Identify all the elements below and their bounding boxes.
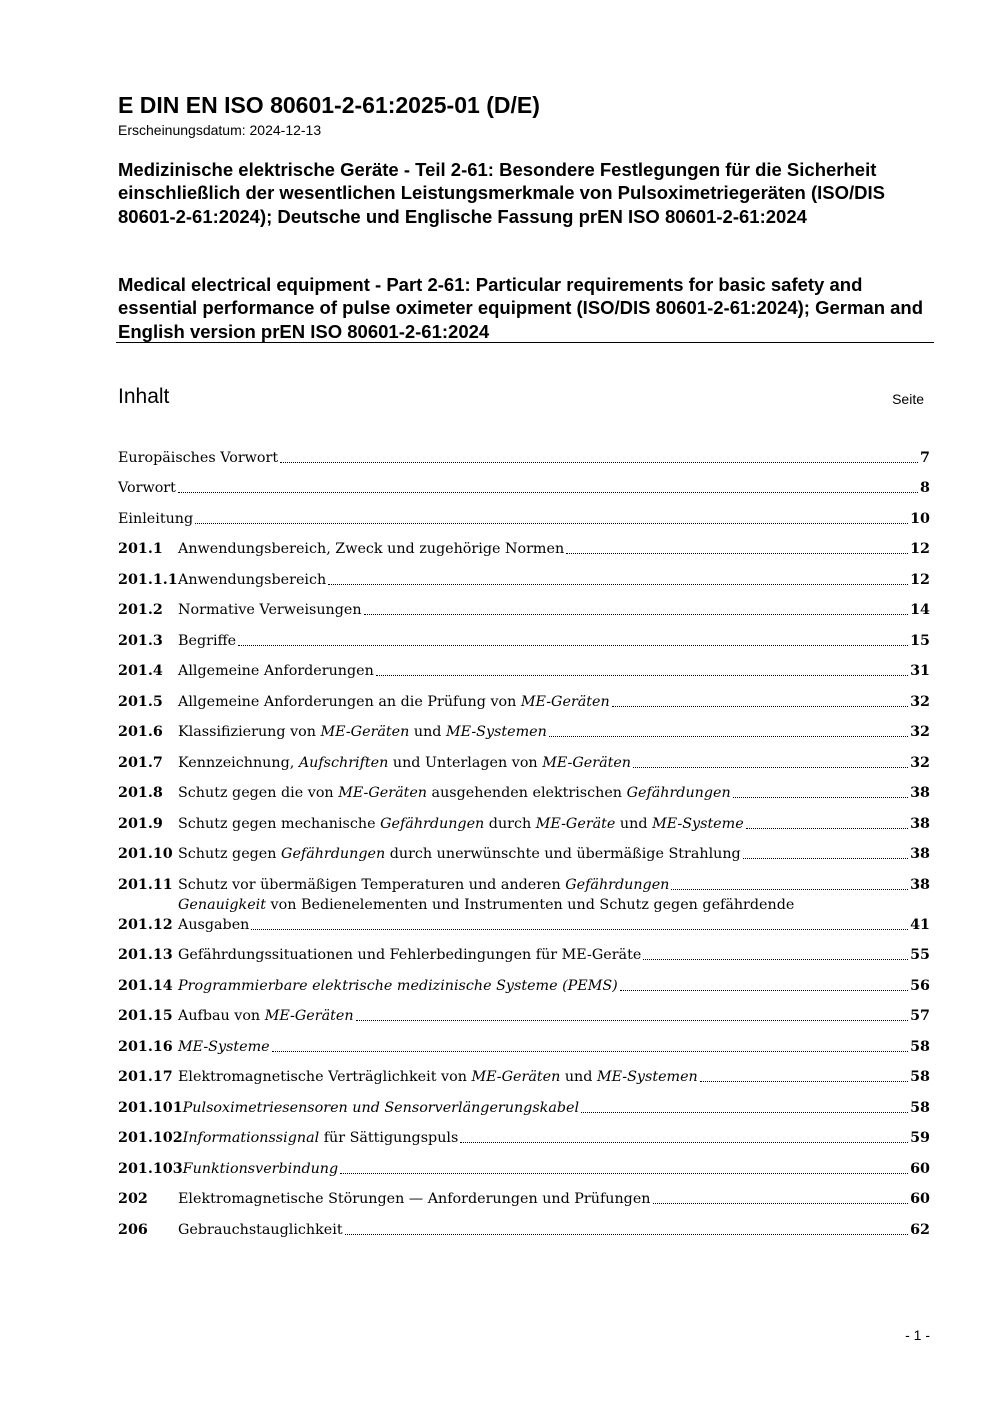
toc-entry-text-segment: Schutz gegen: [178, 846, 282, 862]
toc-entry-title: [183, 1098, 579, 1118]
toc-entry-page: 58: [910, 1099, 930, 1116]
toc-entry[interactable]: [118, 1118, 930, 1149]
toc-entry[interactable]: [118, 468, 930, 499]
toc-leader-dots: [633, 767, 908, 768]
toc-entry[interactable]: [118, 620, 930, 651]
toc-entry-title: [178, 814, 744, 834]
toc-entry[interactable]: [118, 834, 930, 865]
toc-entry-text-segment: ME-Systeme: [178, 1038, 270, 1055]
toc-entry-page: 60: [910, 1160, 930, 1177]
page-number: - 1 -: [905, 1327, 930, 1343]
toc-leader-dots: [581, 1112, 908, 1113]
toc-entry[interactable]: [118, 1179, 930, 1210]
toc-leader-dots: [746, 828, 908, 829]
toc-leader-dots: [356, 1020, 909, 1021]
toc-entry-text-segment: Gefährdungen: [281, 846, 386, 862]
toc-leader-dots: [376, 675, 908, 676]
toc-entry-title: [178, 539, 564, 559]
toc-entry-text-segment: Schutz gegen mechanische: [178, 815, 381, 832]
toc-leader-dots: [251, 929, 908, 930]
toc-entry-number: 206: [118, 1221, 148, 1238]
toc-entry-title: [178, 783, 731, 803]
toc-entry-page: 7: [920, 449, 930, 466]
toc-entry[interactable]: [118, 498, 930, 529]
toc-entry-page: 56: [910, 977, 930, 994]
toc-entry-text-segment: Schutz gegen die von: [178, 785, 339, 801]
toc-entry-number: 201.101: [118, 1099, 183, 1116]
toc-entry-number: 201.1.1: [118, 571, 178, 588]
toc-leader-dots: [620, 990, 908, 991]
toc-entry-page: 60: [910, 1191, 930, 1207]
toc-leader-dots: [671, 889, 908, 890]
toc-entry-number: 201.17: [118, 1069, 173, 1085]
toc-entry-text-segment: ME-Geräten: [471, 1069, 561, 1085]
toc-entry-number: 201.3: [118, 632, 163, 649]
toc-leader-dots: [549, 736, 908, 737]
toc-entry-number: 201.7: [118, 754, 163, 771]
toc-entry[interactable]: [118, 1209, 930, 1240]
title-german: Medizinische elektrische Geräte - Teil 2-61: Besondere Festlegungen für die Sicherheit einschließlich der wesentlichen Leistungsmerkmale von Pulsoximetriegeräten (ISO/DIS 80601-2-61:2024); Deutsche und Englische Fassung prEN ISO 80601-2-61:2024: [118, 159, 885, 227]
toc-entry[interactable]: [118, 651, 930, 682]
toc-entry-title: [178, 976, 618, 996]
toc-entry[interactable]: [118, 864, 930, 895]
toc-entry-page: 8: [920, 480, 930, 496]
toc-entry[interactable]: [118, 681, 930, 712]
toc-entry-title: [178, 1037, 270, 1057]
toc-entry-text-segment: ME-Geräten: [264, 1008, 354, 1024]
toc-entry-number: 202: [118, 1191, 148, 1207]
toc-entry-title: [118, 478, 176, 498]
toc-entry-text-segment: Gefährdungen: [380, 815, 485, 832]
toc-entry-text-segment: durch unerwünschte und übermäßige Strahlung: [385, 846, 741, 862]
toc-entry-page: 59: [910, 1130, 930, 1146]
toc-entry-text-segment: Gefährdungen: [626, 785, 731, 801]
toc-entry-text-segment: Begriffe: [178, 632, 237, 649]
toc-entry-page: 15: [910, 632, 930, 649]
toc-entry-number: 201.14: [118, 977, 173, 994]
toc-entry-number: 201.10: [118, 846, 173, 862]
toc-entry[interactable]: [118, 895, 930, 935]
toc-entry-text-segment: Vorwort: [118, 480, 176, 496]
toc-entry[interactable]: [118, 590, 930, 621]
toc-entry-text-segment: ME-Geräten: [542, 754, 632, 771]
toc-entry-text-segment: Gefährdungssituationen und Fehlerbedingungen für ME-Geräte: [178, 947, 642, 963]
toc-entry-text-segment: ME-Geräten: [520, 693, 610, 710]
toc-leader-dots: [280, 462, 918, 463]
toc-heading: Inhalt: [118, 385, 170, 408]
toc-entry-title: [178, 570, 326, 590]
toc-entry-title: [178, 600, 362, 620]
toc-entry-title: [178, 875, 669, 895]
toc-entry-text-segment: ME-Geräten: [338, 785, 428, 801]
toc-entry-number: 201.6: [118, 724, 163, 740]
toc-entry-title: [183, 1128, 459, 1148]
toc-entry[interactable]: [118, 529, 930, 560]
toc-entry-text-segment: Anwendungsbereich, Zweck und zugehörige Normen: [178, 541, 565, 557]
toc-entry-title: [178, 1006, 354, 1026]
toc-entry-text-segment: Allgemeine Anforderungen: [178, 663, 374, 679]
toc-entry-number: 201.102: [118, 1130, 183, 1146]
toc-entry-page: 38: [910, 846, 930, 862]
toc-leader-dots: [653, 1203, 909, 1204]
toc-page-column-label: Seite: [892, 391, 924, 407]
toc-entry-number: 201.9: [118, 815, 163, 832]
toc-entry-title: [178, 753, 631, 773]
toc-entry-title: [178, 1067, 698, 1087]
toc-entry-title: [118, 448, 278, 468]
toc-entry-number: 201.2: [118, 602, 163, 618]
toc-entry[interactable]: [118, 559, 930, 590]
toc-entry-text-segment: Normative Verweisungen: [178, 602, 362, 618]
toc-entry-number: 201.16: [118, 1038, 173, 1055]
toc-entry[interactable]: [118, 965, 930, 996]
toc-leader-dots: [195, 523, 908, 524]
toc-entry-number: 201.13: [118, 947, 173, 963]
toc-entry-page: 41: [910, 916, 930, 933]
toc-entry-text-segment: ME-Systemen: [596, 1069, 698, 1085]
toc-entry-text-segment: Pulsoximetriesensoren und Sensorverlängerungskabel: [182, 1099, 580, 1116]
toc-entry-title: [178, 844, 741, 864]
toc-entry-text-segment: Allgemeine Anforderungen an die Prüfung von: [178, 693, 521, 710]
toc-entry-page: 58: [910, 1038, 930, 1055]
toc-entry[interactable]: [118, 1087, 930, 1118]
toc-entry-text-continuation: Ausgaben: [178, 916, 250, 933]
toc-entry-page: 38: [910, 876, 930, 893]
toc-entry-number: 201.15: [118, 1008, 173, 1024]
toc-entry-text-segment: ME-Systeme: [652, 815, 744, 832]
toc-leader-dots: [700, 1081, 908, 1082]
toc-entry-page: 10: [910, 510, 930, 527]
toc-leader-dots: [345, 1234, 909, 1235]
toc-entry-text-segment: und: [615, 815, 653, 832]
toc-entry-text-segment: Aufbau von: [178, 1008, 265, 1024]
toc-entry-title: [178, 722, 547, 742]
toc-entry-page: 12: [910, 541, 930, 557]
toc-leader-dots: [566, 553, 908, 554]
toc-entry-title: [178, 631, 236, 651]
toc-entry[interactable]: [118, 996, 930, 1027]
toc-entry-text-segment: Aufschriften: [298, 754, 389, 771]
toc-leader-dots: [612, 706, 908, 707]
toc-entry-title: [178, 661, 374, 681]
toc-entry-number: 201.12: [118, 916, 173, 933]
toc-leader-dots: [328, 584, 908, 585]
toc-entry-text-segment: Funktionsverbindung: [182, 1160, 339, 1177]
toc-entry[interactable]: [118, 1026, 930, 1057]
toc-leader-dots: [643, 959, 908, 960]
toc-entry-page: 32: [910, 754, 930, 771]
toc-entry-text-segment: von Bedienelementen und Instrumenten und Schutz gegen gefährdende: [266, 896, 795, 913]
toc-entry[interactable]: [118, 712, 930, 743]
toc-leader-dots: [460, 1142, 908, 1143]
toc-leader-dots: [340, 1173, 908, 1174]
toc-entry-page: 32: [910, 724, 930, 740]
toc-leader-dots: [743, 858, 908, 859]
toc-entry-page: 57: [910, 1008, 930, 1024]
toc-entry-number: 201.5: [118, 693, 163, 710]
toc-entry-text-segment: Elektromagnetische Verträglichkeit von: [178, 1069, 472, 1085]
toc-entry-page: 38: [910, 785, 930, 801]
toc-entry-text-segment: Informationssignal: [182, 1130, 320, 1146]
toc-entry-text-segment: Anwendungsbereich: [178, 571, 327, 588]
toc-entry-page: 38: [910, 815, 930, 832]
toc-entry-number: 201.4: [118, 663, 163, 679]
toc-entry-number: 201.11: [118, 876, 173, 893]
toc-entry-text-segment: und: [560, 1069, 597, 1085]
toc-entry[interactable]: [118, 773, 930, 804]
document-id: E DIN EN ISO 80601-2-61:2025-01 (D/E): [118, 92, 540, 118]
toc-entry-number: 201.1: [118, 541, 163, 557]
table-of-contents: [118, 437, 930, 1240]
toc-entry-text-segment: ME-Geräten: [320, 724, 410, 740]
toc-entry[interactable]: [118, 803, 930, 834]
toc-entry[interactable]: [118, 1057, 930, 1088]
toc-entry-page: 58: [910, 1069, 930, 1085]
toc-entry-text-segment: Elektromagnetische Störungen — Anforderungen und Prüfungen: [178, 1191, 651, 1207]
toc-entry-page: 12: [910, 571, 930, 588]
toc-entry-text-segment: Klassifizierung von: [178, 724, 321, 740]
toc-entry-text-segment: ausgehenden elektrischen: [427, 785, 627, 801]
toc-entry-title: [178, 692, 610, 712]
toc-leader-dots: [272, 1051, 908, 1052]
toc-entry[interactable]: [118, 935, 930, 966]
title-english: Medical electrical equipment - Part 2-61: Particular requirements for basic safety and essential performance of pulse oximeter equipment (ISO/DIS 80601-2-61:2024); German and English version prEN ISO 80601-2-61:2024: [118, 274, 924, 342]
toc-entry-text-segment: Europäisches Vorwort: [118, 449, 279, 466]
toc-entry[interactable]: [118, 742, 930, 773]
toc-entry-text-segment: Genauigkeit: [178, 896, 266, 913]
toc-leader-dots: [238, 645, 908, 646]
toc-entry-text-segment: für Sättigungspuls: [319, 1130, 459, 1146]
toc-entry-text-segment: Schutz vor übermäßigen Temperaturen und anderen: [178, 876, 566, 893]
toc-entry-page: 14: [910, 602, 930, 618]
toc-entry-text-segment: und Unterlagen von: [388, 754, 543, 771]
toc-entry-text-segment: ME-Systemen: [446, 724, 547, 740]
toc-entry-number: 201.8: [118, 785, 163, 801]
toc-entry-page: 31: [910, 663, 930, 679]
toc-entry-title: [178, 945, 641, 965]
toc-entry-title: [178, 1220, 343, 1240]
toc-entry-page: 55: [910, 947, 930, 963]
toc-entry-text-segment: Gefährdungen: [565, 876, 670, 893]
toc-entry-text-segment: Gebrauchstauglichkeit: [178, 1221, 343, 1238]
toc-entry-text-segment: durch: [484, 815, 536, 832]
toc-entry-text-segment: Programmierbare elektrische medizinische Systeme (PEMS): [178, 977, 618, 994]
toc-leader-dots: [733, 797, 908, 798]
toc-entry-text-segment: ME-Geräte: [535, 815, 616, 832]
title-divider: [116, 342, 934, 343]
toc-entry[interactable]: [118, 437, 930, 468]
toc-entry-number: 201.103: [118, 1160, 183, 1177]
toc-entry-text-segment: Einleitung: [118, 510, 194, 527]
issue-date: Erscheinungsdatum: 2024-12-13: [118, 122, 322, 138]
toc-leader-dots: [364, 614, 909, 615]
toc-entry-title: [178, 1189, 651, 1209]
toc-entry-page: 62: [910, 1221, 930, 1238]
toc-entry-title: [183, 1159, 339, 1179]
toc-entry-page: 32: [910, 693, 930, 710]
toc-entry-text-segment: Kennzeichnung,: [178, 754, 299, 771]
toc-entry-title: [118, 509, 193, 529]
toc-entry-text-segment: und: [409, 724, 447, 740]
toc-leader-dots: [178, 492, 918, 493]
toc-entry[interactable]: [118, 1148, 930, 1179]
